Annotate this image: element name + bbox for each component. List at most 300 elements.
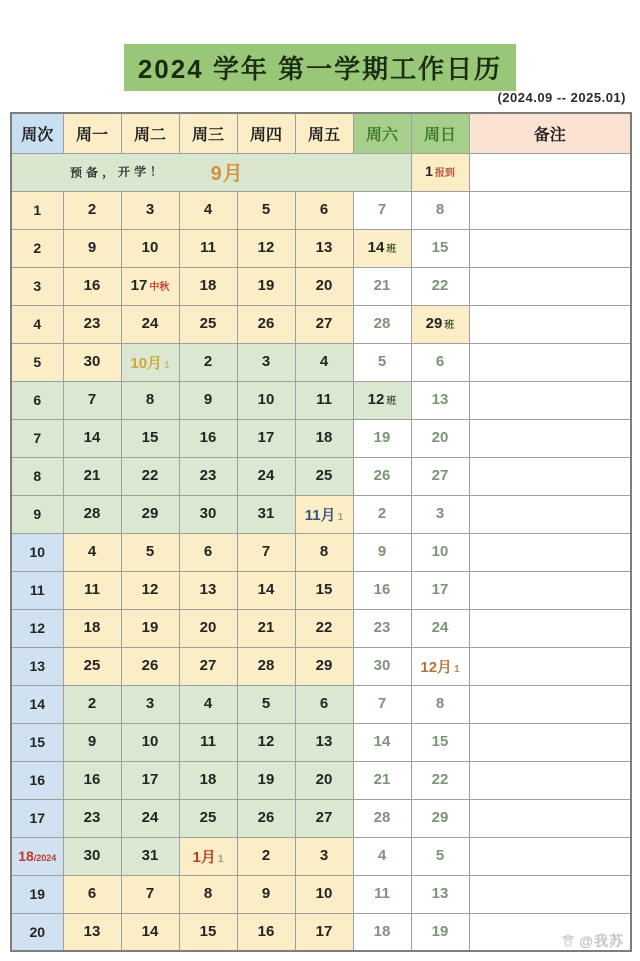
day-cell [295, 685, 353, 723]
day-number: 13 [199, 581, 217, 598]
day-cell [121, 343, 179, 381]
week-number: 12 [29, 620, 46, 636]
day-cell [121, 685, 179, 723]
week-row-9 [11, 495, 631, 533]
day-cell [237, 913, 295, 951]
day-number: 24 [141, 809, 159, 826]
day-number: 18 [199, 771, 217, 788]
day-number: 2 [377, 505, 387, 522]
day-cell [63, 799, 121, 837]
day-cell [179, 419, 237, 457]
day-number: 5 [435, 847, 445, 864]
day-number: 21 [83, 467, 101, 484]
remark-cell [469, 229, 631, 267]
day-cell [295, 647, 353, 685]
day-number: 2 [203, 353, 213, 370]
column-header-备注: 备注 [469, 113, 631, 153]
day-cell [179, 457, 237, 495]
day-cell [237, 837, 295, 875]
remark-cell [469, 571, 631, 609]
column-header-周三: 周三 [179, 113, 237, 153]
day-cell [179, 495, 237, 533]
week-row-11 [11, 571, 631, 609]
day-number: 3 [261, 353, 271, 370]
day-number: 18 [199, 277, 217, 294]
day-number: 11 [200, 239, 216, 256]
day-cell [353, 267, 411, 305]
day-number: 19 [257, 277, 275, 294]
day-number: 31 [257, 505, 275, 522]
column-header-周六: 周六 [353, 113, 411, 153]
day-cell [411, 229, 469, 267]
day-cell [63, 495, 121, 533]
day-number: 11 [84, 581, 100, 598]
week-number: 18 [18, 848, 34, 864]
day-cell [411, 723, 469, 761]
week-number-cell [11, 571, 63, 609]
day-annotation: 1 [454, 663, 460, 675]
remark-cell [469, 457, 631, 495]
day-cell [411, 533, 469, 571]
day-number: 21 [257, 619, 275, 636]
day-number: 10 [141, 733, 159, 750]
day-number: 29 [425, 315, 443, 332]
day-cell [63, 837, 121, 875]
week-row-17 [11, 799, 631, 837]
week-row-10 [11, 533, 631, 571]
calendar-table [10, 112, 632, 952]
day-number: 25 [199, 809, 217, 826]
day-cell [353, 343, 411, 381]
week-number: 1 [33, 202, 42, 218]
day-cell [353, 875, 411, 913]
day-cell [295, 799, 353, 837]
day-number: 27 [431, 467, 449, 484]
day-cell [353, 723, 411, 761]
day-cell [411, 419, 469, 457]
day-cell [411, 267, 469, 305]
day-cell [179, 837, 237, 875]
day-cell [237, 457, 295, 495]
day-cell [353, 837, 411, 875]
day-number: 18 [83, 619, 101, 636]
day-number: 23 [199, 467, 217, 484]
day-cell [353, 191, 411, 229]
day-cell [353, 799, 411, 837]
day-cell [63, 191, 121, 229]
day-number: 9 [261, 885, 271, 902]
day-number: 28 [373, 315, 391, 332]
day-number: 15 [431, 733, 449, 750]
week-row-15 [11, 723, 631, 761]
day-cell [237, 381, 295, 419]
day-cell [121, 837, 179, 875]
day-cell [121, 229, 179, 267]
remark-cell [469, 685, 631, 723]
day-number: 26 [257, 809, 275, 826]
day-number: 20 [431, 429, 449, 446]
week-number: 10 [29, 544, 46, 560]
day-number: 29 [141, 505, 159, 522]
title-bar [0, 44, 640, 91]
day-cell [353, 685, 411, 723]
day-cell [237, 343, 295, 381]
day-cell [63, 875, 121, 913]
week-number-cell [11, 761, 63, 799]
day-number: 16 [257, 922, 275, 940]
day-number: 20 [199, 619, 217, 636]
week-row-12 [11, 609, 631, 647]
week-number: 7 [33, 430, 42, 446]
day-cell [295, 837, 353, 875]
day-number: 20 [315, 771, 333, 788]
day-cell [411, 799, 469, 837]
day-annotation: 班 [386, 244, 397, 255]
day-number: 9 [87, 733, 97, 750]
week-number-cell [11, 267, 63, 305]
day-cell [63, 609, 121, 647]
day-number: 30 [199, 505, 217, 522]
day-number: 22 [141, 467, 159, 484]
day-number: 2 [87, 695, 97, 712]
day-cell [63, 913, 121, 951]
day-cell [179, 913, 237, 951]
day-cell [295, 191, 353, 229]
day-cell [237, 761, 295, 799]
day-cell [121, 495, 179, 533]
week-number-cell [11, 419, 63, 457]
week-number-suffix: /2024 [33, 853, 57, 863]
day-number: 9 [87, 239, 97, 256]
day-number: 28 [257, 657, 275, 674]
day-number: 10月 [130, 354, 163, 372]
day-cell [353, 419, 411, 457]
day-number: 11 [374, 885, 390, 902]
day-number: 10 [257, 391, 275, 408]
day-cell [63, 229, 121, 267]
day-cell [63, 267, 121, 305]
remark-cell [469, 647, 631, 685]
day-number: 4 [377, 847, 387, 864]
day-number: 14 [83, 429, 101, 446]
week-number-cell [11, 457, 63, 495]
day-cell [63, 761, 121, 799]
day-number: 9 [377, 543, 387, 560]
day-number: 19 [431, 922, 449, 940]
day-number: 24 [257, 467, 275, 484]
day-number: 20 [315, 277, 333, 294]
week-number-cell [11, 875, 63, 913]
day-cell [179, 685, 237, 723]
day-number: 10 [431, 543, 449, 560]
day-number: 19 [373, 429, 391, 446]
week-number-cell [11, 381, 63, 419]
day-number: 10 [315, 885, 333, 902]
day-cell [121, 305, 179, 343]
day-cell [121, 913, 179, 951]
day-number: 13 [315, 733, 333, 750]
day-cell [353, 609, 411, 647]
remark-cell [469, 381, 631, 419]
day-cell [295, 533, 353, 571]
day-cell [411, 571, 469, 609]
day-number: 4 [87, 543, 97, 560]
remark-cell [469, 153, 631, 191]
week-number-cell [11, 837, 63, 875]
week-row-3 [11, 267, 631, 305]
day-cell [121, 419, 179, 457]
day-number: 15 [315, 581, 333, 598]
day-cell [411, 457, 469, 495]
week-row-4 [11, 305, 631, 343]
week-number: 19 [29, 886, 46, 902]
day-number: 26 [373, 467, 391, 484]
day-number: 25 [199, 315, 217, 332]
remark-cell [469, 495, 631, 533]
day-cell [179, 647, 237, 685]
day-cell [121, 609, 179, 647]
day-number: 3 [319, 847, 329, 864]
week-number-cell [11, 533, 63, 571]
day-annotation: 中秋 [149, 282, 170, 293]
day-cell [411, 875, 469, 913]
day-cell [63, 343, 121, 381]
day-cell [295, 495, 353, 533]
day-cell [121, 381, 179, 419]
report-day-cell [411, 153, 469, 191]
day-number: 8 [145, 391, 155, 408]
day-cell [63, 457, 121, 495]
week-row-14 [11, 685, 631, 723]
day-cell [179, 191, 237, 229]
day-cell [237, 305, 295, 343]
day-number: 17 [130, 277, 148, 294]
day-number: 29 [315, 657, 333, 674]
column-header-周五: 周五 [295, 113, 353, 153]
day-number: 12 [257, 239, 275, 256]
day-number: 30 [83, 847, 101, 864]
day-number: 16 [373, 581, 391, 598]
day-cell [179, 875, 237, 913]
column-header-周二: 周二 [121, 113, 179, 153]
day-cell [353, 381, 411, 419]
week-number-cell [11, 305, 63, 343]
day-number: 12 [141, 581, 159, 598]
week-number: 3 [33, 278, 42, 294]
day-number: 1月 [192, 848, 216, 866]
day-cell [237, 571, 295, 609]
day-number: 23 [83, 809, 101, 826]
week-number: 8 [33, 468, 42, 484]
day-cell [121, 875, 179, 913]
day-number: 2 [87, 201, 97, 218]
page-title: 2024 学年 第一学期工作日历 [124, 44, 516, 91]
day-number: 18 [315, 429, 333, 446]
day-number: 14 [367, 239, 385, 256]
day-cell [295, 343, 353, 381]
day-number: 17 [315, 922, 333, 940]
day-cell [63, 381, 121, 419]
remark-cell [469, 267, 631, 305]
day-cell [63, 685, 121, 723]
day-number: 6 [203, 543, 213, 560]
day-number: 11 [200, 733, 216, 750]
day-cell [295, 723, 353, 761]
day-cell [295, 229, 353, 267]
week-number: 13 [29, 658, 46, 674]
day-number: 4 [203, 695, 213, 712]
day-cell [353, 571, 411, 609]
day-number: 24 [431, 619, 449, 636]
column-header-周次: 周次 [11, 113, 63, 153]
remark-cell [469, 799, 631, 837]
week-row-2 [11, 229, 631, 267]
day-number: 21 [373, 771, 391, 788]
remark-cell [469, 761, 631, 799]
day-number: 6 [319, 695, 329, 712]
day-cell [63, 305, 121, 343]
day-number: 12 [367, 391, 385, 408]
day-cell [237, 609, 295, 647]
day-cell [411, 609, 469, 647]
day-number: 17 [431, 581, 449, 598]
remark-cell [469, 191, 631, 229]
day-number: 30 [83, 353, 101, 370]
day-cell [179, 609, 237, 647]
day-number: 10 [141, 239, 159, 256]
day-number: 25 [83, 657, 101, 674]
day-cell [63, 647, 121, 685]
day-number: 15 [431, 239, 449, 256]
week-row-7 [11, 419, 631, 457]
day-number: 5 [261, 695, 271, 712]
day-number: 4 [319, 353, 329, 370]
day-cell [295, 571, 353, 609]
week-row-19 [11, 875, 631, 913]
day-cell [295, 761, 353, 799]
day-number: 8 [435, 695, 445, 712]
day-cell [237, 495, 295, 533]
day-number: 13 [83, 922, 101, 940]
day-number: 16 [83, 277, 101, 294]
watermark [560, 931, 624, 951]
day-number: 14 [141, 922, 159, 940]
day-number: 7 [145, 885, 155, 902]
day-cell [237, 533, 295, 571]
week-number-cell [11, 723, 63, 761]
day-cell [411, 837, 469, 875]
day-number: 15 [199, 922, 217, 940]
day-number: 28 [373, 809, 391, 826]
day-number: 5 [145, 543, 155, 560]
day-number: 6 [435, 353, 445, 370]
day-cell [411, 495, 469, 533]
remark-cell [469, 875, 631, 913]
week-number: 5 [33, 354, 42, 370]
week-number: 16 [29, 772, 46, 788]
day-number: 5 [261, 201, 271, 218]
day-cell [121, 191, 179, 229]
day-number: 9 [203, 391, 213, 408]
day-number: 27 [315, 315, 333, 332]
day-cell [237, 191, 295, 229]
day-cell [63, 571, 121, 609]
day-number: 26 [257, 315, 275, 332]
day-cell [295, 381, 353, 419]
day-cell [353, 533, 411, 571]
day-number: 22 [431, 771, 449, 788]
date-range: (2024.09 -- 2025.01) [497, 90, 626, 105]
day-number: 11 [316, 391, 332, 408]
september-banner-cell [11, 153, 411, 191]
day-cell [179, 381, 237, 419]
day-number: 14 [373, 733, 391, 750]
day-cell [295, 913, 353, 951]
day-annotation: 1 [217, 853, 224, 865]
week-row-5 [11, 343, 631, 381]
day-number: 12 [257, 733, 275, 750]
remark-cell [469, 419, 631, 457]
day-number: 13 [431, 885, 449, 902]
day-number: 17 [141, 771, 159, 788]
day-cell [179, 761, 237, 799]
day-cell [295, 267, 353, 305]
day-number: 27 [315, 809, 333, 826]
september-header-row [11, 153, 631, 191]
day-cell [411, 913, 469, 951]
day-cell [237, 229, 295, 267]
day-number: 6 [87, 885, 97, 902]
day-number: 18 [373, 922, 391, 940]
day-cell [237, 799, 295, 837]
week-number-cell [11, 495, 63, 533]
week-number-cell [11, 685, 63, 723]
day-annotation: 1 [164, 359, 170, 371]
day-number: 29 [431, 809, 449, 826]
week-number: 17 [29, 810, 46, 826]
week-number: 2 [33, 240, 42, 256]
week-row-8 [11, 457, 631, 495]
day-cell [295, 419, 353, 457]
week-row-6 [11, 381, 631, 419]
day-number: 21 [373, 277, 391, 294]
day-number: 7 [261, 543, 271, 560]
day-cell [411, 685, 469, 723]
day-cell [295, 875, 353, 913]
day-cell [295, 457, 353, 495]
day-cell [121, 571, 179, 609]
day-number: 8 [203, 885, 213, 902]
day-annotation: 班 [386, 396, 397, 407]
week-row-1 [11, 191, 631, 229]
day-number: 19 [257, 771, 275, 788]
day-number: 16 [83, 771, 101, 788]
day-cell [121, 457, 179, 495]
week-number-cell [11, 913, 63, 951]
day-number: 31 [141, 847, 159, 864]
day-cell [411, 305, 469, 343]
day-number: 3 [145, 201, 155, 218]
day-cell [353, 913, 411, 951]
day-number: 22 [315, 619, 333, 636]
day-cell [353, 647, 411, 685]
week-number-cell [11, 229, 63, 267]
week-number-cell [11, 191, 63, 229]
day-cell [179, 571, 237, 609]
paw-icon [560, 933, 576, 949]
day-number: 23 [83, 315, 101, 332]
day-cell [411, 381, 469, 419]
